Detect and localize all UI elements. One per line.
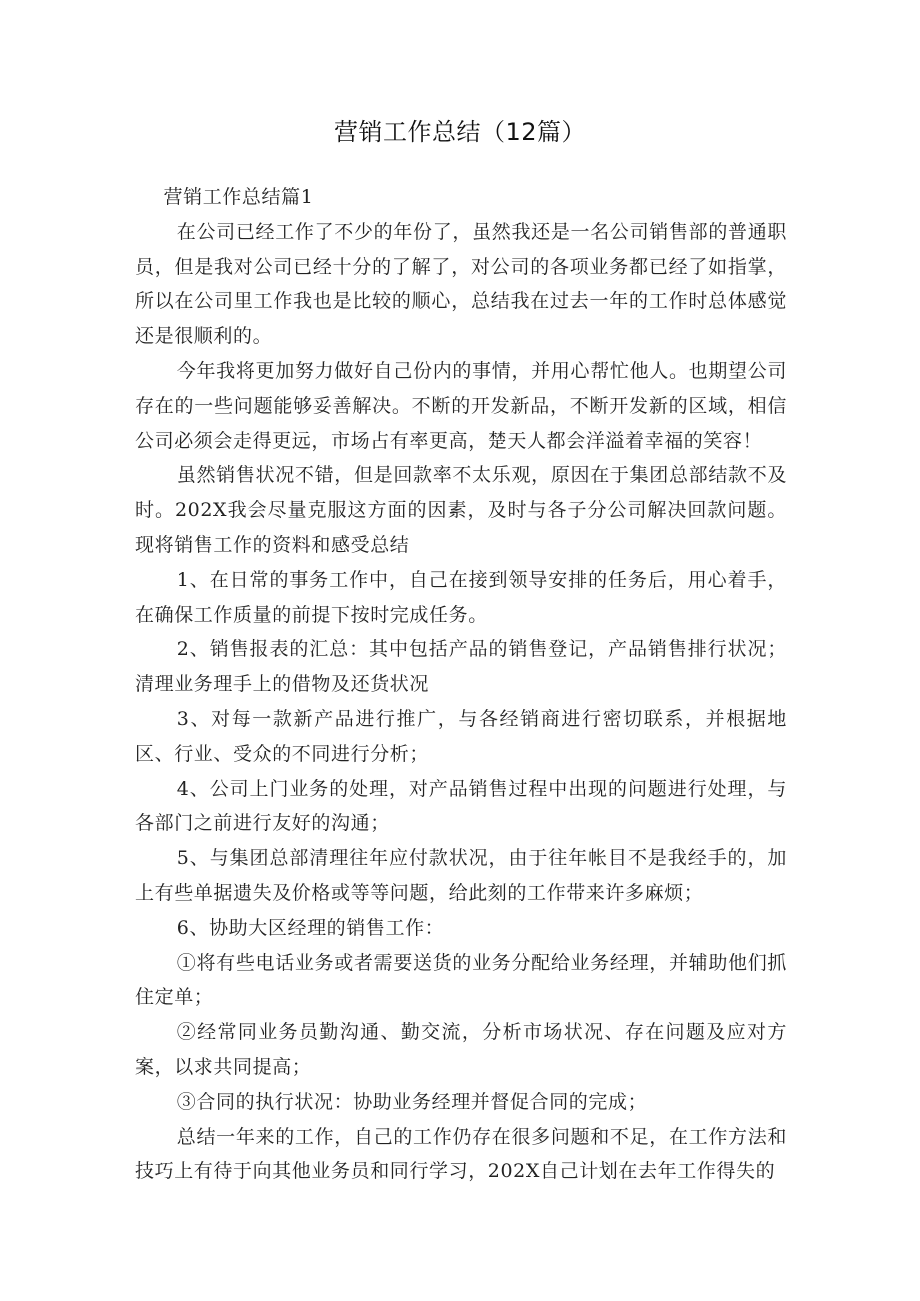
- list-item: 1、在日常的事务工作中，自己在接到领导安排的任务后，用心着手，在确保工作质量的前提下按时完成任务。: [135, 568, 787, 626]
- list-item: 3、对每一款新产品进行推广，与各经销商进行密切联系，并根据地区、行业、受众的不同进行分析；: [135, 707, 787, 765]
- list-item: 5、与集团总部清理往年应付款状况，由于往年帐目不是我经手的，加上有些单据遗失及价格或等等问题，给此刻的工作带来许多麻烦；: [135, 847, 787, 904]
- paragraph: 在公司已经工作了不少的年份了，虽然我还是一名公司销售部的普通职员，但是我对公司已经十分的了解了，对公司的各项业务都已经了如指掌，所以在公司里工作我也是比较的顺心，总结我在过去一年的工作时总体感觉还是很顺利的。: [135, 220, 787, 348]
- sub-list-item: ②经常同业务员勤沟通、勤交流，分析市场状况、存在问题及应对方案，以求共同提高；: [135, 1021, 787, 1078]
- sub-list-item: ①将有些电话业务或者需要送货的业务分配给业务经理，并辅助他们抓住定单；: [135, 951, 787, 1009]
- paragraph: 总结一年来的工作，自己的工作仍存在很多问题和不足，在工作方法和技巧上有待于向其他业务员和同行学习，202X自己计划在去年工作得失的: [135, 1125, 787, 1183]
- paragraph: 虽然销售状况不错，但是回款率不太乐观，原因在于集团总部结款不及时。202X我会尽量克服这方面的因素，及时与各子分公司解决回款问题。现将销售工作的资料和感受总结: [135, 464, 787, 556]
- document-title: 营销工作总结（12篇）: [333, 118, 587, 146]
- list-item: 6、协助大区经理的销售工作：: [176, 916, 445, 939]
- paragraph: 今年我将更加努力做好自己份内的事情，并用心帮忙他人。也期望公司存在的一些问题能够妥善解决。不断的开发新品，不断开发新的区域，相信公司必须会走得更远，市场占有率更高，楚天人都会洋溢着幸福的笑容！: [135, 359, 787, 452]
- sub-list-item: ③合同的执行状况：协助业务经理并督促合同的完成；: [176, 1090, 648, 1113]
- list-item: 2、销售报表的汇总：其中包括产品的销售登记，产品销售排行状况；清理业务理手上的借物及还货状况: [135, 638, 787, 696]
- list-item: 4、公司上门业务的处理，对产品销售过程中出现的问题进行处理，与各部门之前进行友好的沟通；: [135, 777, 787, 835]
- section-heading: 营销工作总结篇1: [163, 186, 314, 208]
- document-body: [135, 180, 787, 1189]
